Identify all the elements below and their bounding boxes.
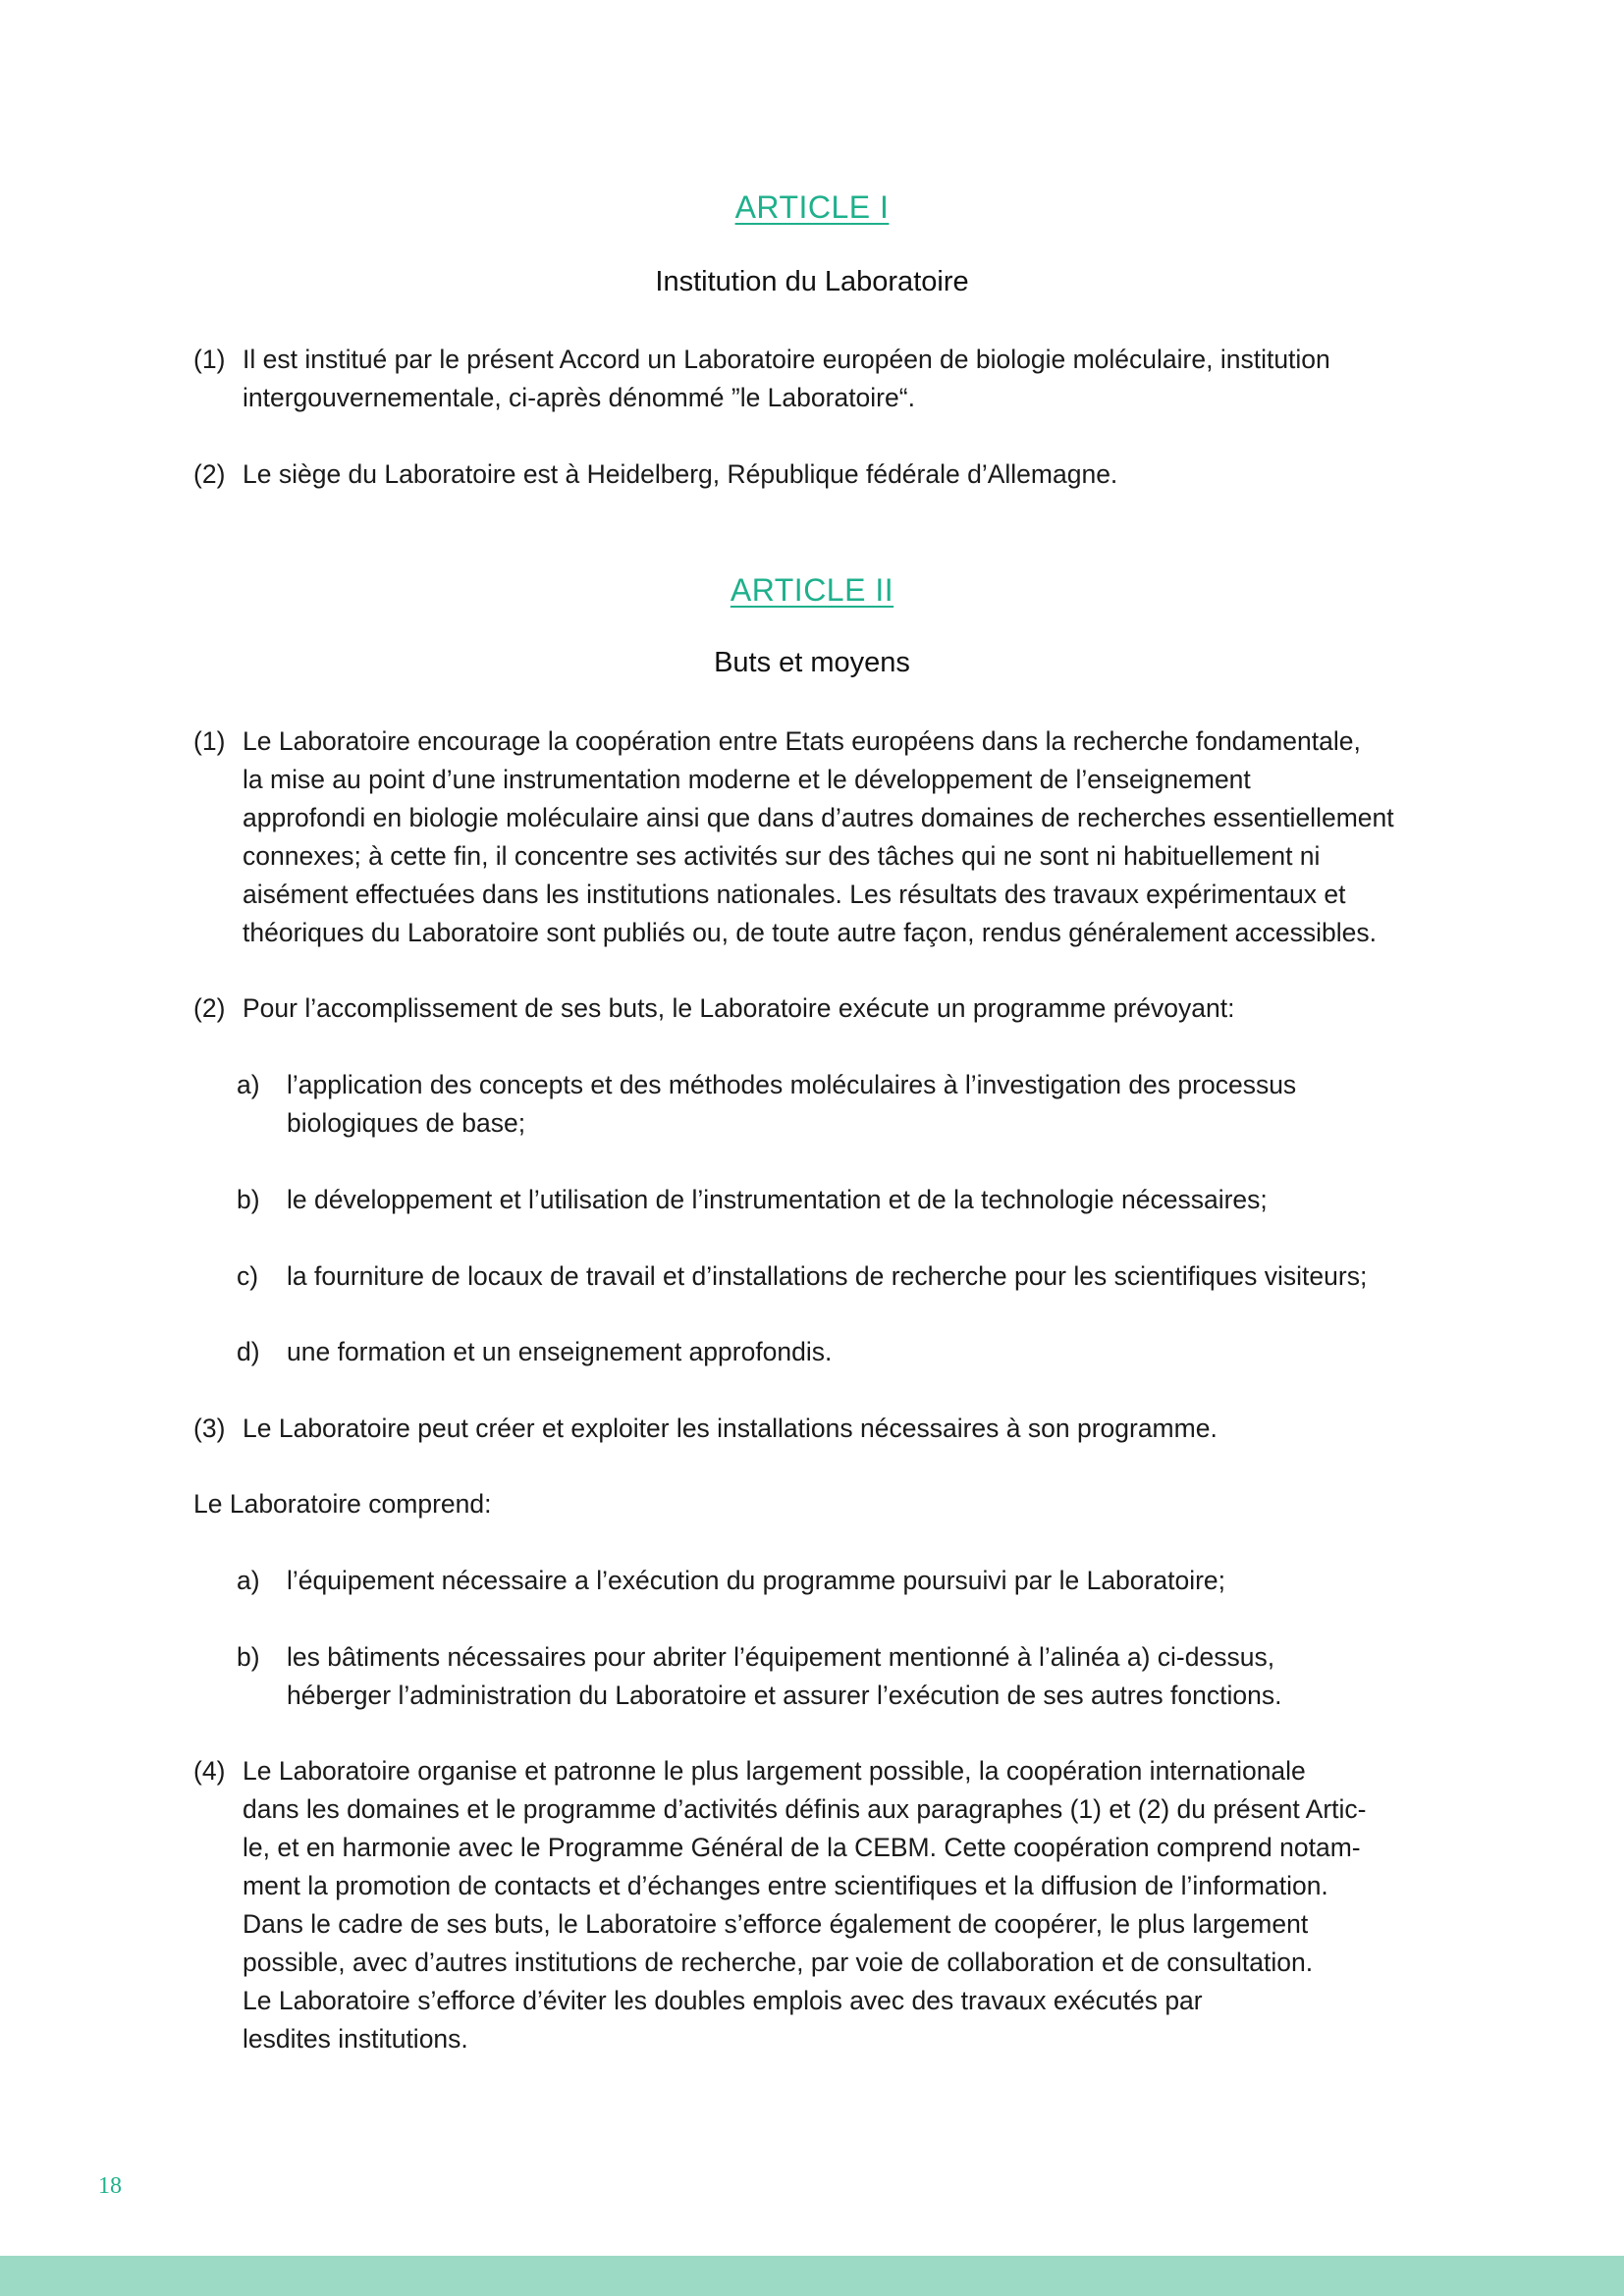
paragraph-number: (4) [193,1756,226,1786]
paragraph-line: Le Laboratoire peut créer et exploiter les installations nécessaires à son programme. [243,1414,1218,1443]
programme-item-b [237,1181,1444,1219]
item-letter: b) [237,1642,260,1672]
comprend-intro: Le Laboratoire comprend: [193,1489,492,1519]
paragraph-line: Dans le cadre de ses buts, le Laboratoire s’efforce également de coopérer, le plus largement [243,1909,1309,1939]
article-2-subtitle: Buts et moyens [714,647,910,678]
article-2-paragraph-2 [193,989,1440,1028]
item-line: l’équipement nécessaire a l’exécution du programme poursuivi par le Laboratoire; [287,1566,1226,1595]
programme-item-a [237,1066,1444,1143]
item-letter: d) [237,1337,260,1366]
paragraph-line: Le Laboratoire s’efforce d’éviter les doubles emplois avec des travaux exécutés par [243,1986,1203,2015]
article-1-subtitle: Institution du Laboratoire [655,266,969,297]
article-2-paragraph-4 [193,1752,1440,2058]
paragraph-line: ment la promotion de contacts et d’échanges entre scientifiques et la diffusion de l’information. [243,1871,1328,1900]
item-letter: a) [237,1566,260,1595]
paragraph-number: (1) [193,726,226,756]
paragraph-number: (3) [193,1414,226,1443]
article-2-paragraph-3 [193,1410,1440,1448]
item-line: héberger l’administration du Laboratoire et assurer l’exécution de ses autres fonctions. [287,1681,1282,1710]
paragraph-line: le, et en harmonie avec le Programme Général de la CEBM. Cette coopération comprend notam- [243,1833,1361,1862]
article-1-paragraph-2 [193,455,1440,494]
article-1-title: ARTICLE I [734,189,890,225]
paragraph-line: Pour l’accomplissement de ses buts, le Laboratoire exécute un programme prévoyant: [243,993,1235,1023]
item-letter: a) [237,1070,260,1099]
item-line: biologiques de base; [287,1108,526,1138]
paragraph-line: théoriques du Laboratoire sont publiés ou, de toute autre façon, rendus généralement accessibles. [243,918,1377,947]
item-line: les bâtiments nécessaires pour abriter l’équipement mentionné à l’alinéa a) ci-dessus, [287,1642,1275,1672]
paragraph-line: lesdites institutions. [243,2024,468,2054]
article-2-title: ARTICLE II [730,572,894,608]
paragraph-line: la mise au point d’une instrumentation moderne et le développement de l’enseignement [243,765,1251,794]
paragraph-line: intergouvernementale, ci-après dénommé ”le Laboratoire“. [243,383,915,412]
paragraph-line: Le siège du Laboratoire est à Heidelberg, République fédérale d’Allemagne. [243,459,1118,489]
item-line: l’application des concepts et des méthodes moléculaires à l’investigation des processus [287,1070,1297,1099]
item-line: une formation et un enseignement approfondis. [287,1337,833,1366]
paragraph-line: possible, avec d’autres institutions de recherche, par voie de collaboration et de consultation. [243,1948,1314,1977]
comprend-item-a [237,1562,1444,1600]
item-line: le développement et l’utilisation de l’instrumentation et de la technologie nécessaires; [287,1185,1268,1214]
item-letter: c) [237,1261,259,1291]
article-2-paragraph-1 [193,722,1440,952]
programme-item-c [237,1257,1444,1296]
programme-item-d [237,1333,1444,1371]
article-1-paragraph-1 [193,341,1440,417]
paragraph-line: approfondi en biologie moléculaire ainsi que dans d’autres domaines de recherches essentiellement [243,803,1394,832]
paragraph-number: (2) [193,459,226,489]
item-letter: b) [237,1185,260,1214]
paragraph-line: aisément effectuées dans les institutions nationales. Les résultats des travaux expérimentaux et [243,880,1346,909]
paragraph-number: (1) [193,345,226,374]
paragraph-line: Il est institué par le présent Accord un Laboratoire européen de biologie moléculaire, institution [243,345,1330,374]
paragraph-number: (2) [193,993,226,1023]
paragraph-line: connexes; à cette fin, il concentre ses activités sur des tâches qui ne sont ni habituellement ni [243,841,1321,871]
paragraph-line: Le Laboratoire encourage la coopération entre Etats européens dans la recherche fondamentale, [243,726,1361,756]
comprend-item-b [237,1638,1444,1715]
footer-band [0,2256,1624,2296]
item-line: la fourniture de locaux de travail et d’installations de recherche pour les scientifiques visiteurs; [287,1261,1368,1291]
paragraph-line: dans les domaines et le programme d’activités définis aux paragraphes (1) et (2) du présent Artic- [243,1794,1367,1824]
paragraph-line: Le Laboratoire organise et patronne le plus largement possible, la coopération internationale [243,1756,1306,1786]
page-number: 18 [98,2173,122,2199]
